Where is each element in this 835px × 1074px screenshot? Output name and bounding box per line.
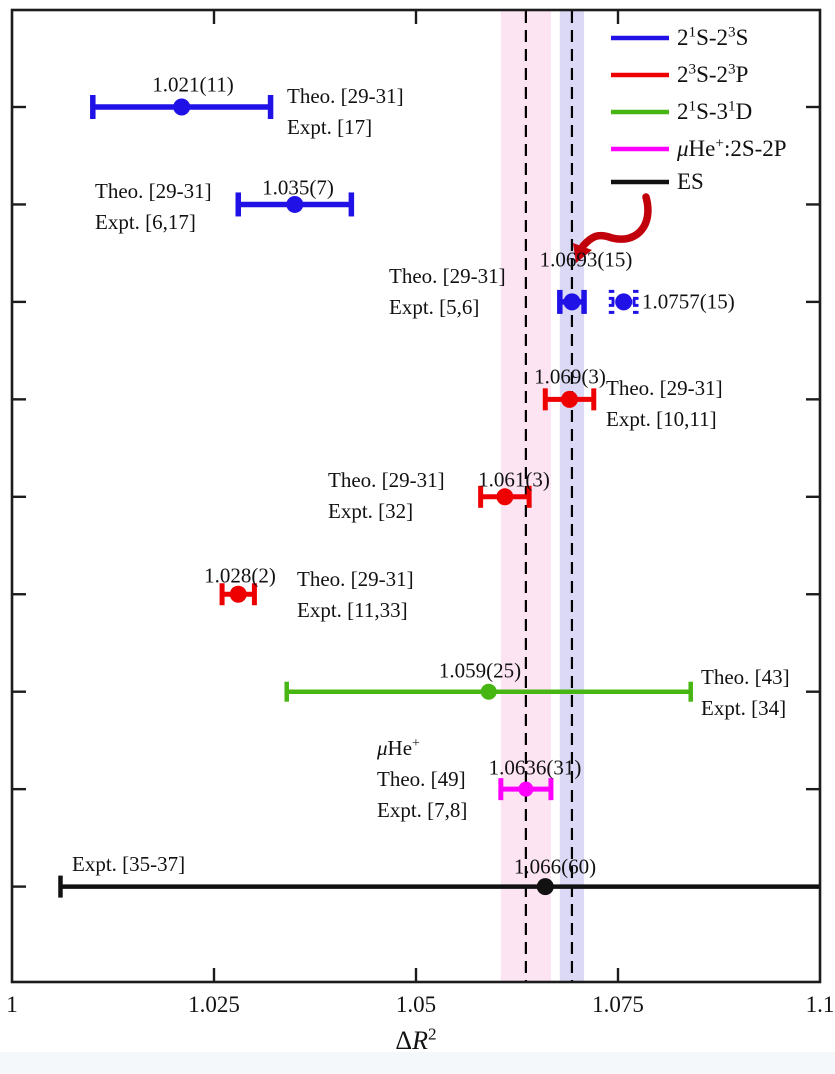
- value-label-2s3-2p3-c: 1.028(2): [204, 563, 276, 588]
- value-label-2s1-2s3-b: 1.035(7): [262, 175, 334, 200]
- value-label-2s1-2s3-a: 1.021(11): [152, 72, 234, 97]
- ref-label-2s3-2p3-c: Theo. [29-31] Expt. [11,33]: [297, 567, 414, 622]
- legend-label-2s1-3d1: $2^1S-3^1D$: [677, 97, 753, 124]
- data-point-muhe-a: [518, 782, 533, 797]
- x-tick-label: 1.025: [188, 992, 240, 1017]
- value-label-2s3-2p3-b: 1.061(3): [478, 467, 550, 492]
- data-point-2s1-2s3-a: [173, 99, 190, 116]
- x-tick-label: 1.05: [395, 992, 437, 1017]
- data-point-2s1-2s3-c: [563, 293, 580, 310]
- ref-label-2s3-2p3-a: Theo. [29-31] Expt. [10,11]: [606, 376, 723, 431]
- ref-label-2s1-2s3-a: Theo. [29-31] Expt. [17]: [287, 84, 404, 139]
- red-arrow-annotation: [583, 197, 648, 246]
- x-axis-label: $\Delta R^2$: [395, 1024, 437, 1055]
- ref-label-muhe-a: μHe+ Theo. [49] Expt. [7,8]: [377, 735, 468, 822]
- data-point-2s1-2s3-d: [615, 293, 632, 310]
- legend-label-muhe-2s2p: μHe+:2S-2P: [677, 134, 787, 161]
- ref-label-es-a: Expt. [35-37]: [72, 852, 186, 876]
- ref-label-2s1-2s3-c: Theo. [29-31] Expt. [5,6]: [389, 264, 506, 319]
- value-label-es-a: 1.066(60): [513, 854, 597, 879]
- x-tick-label: 1: [6, 992, 18, 1017]
- ref-label-2s1-3d1-a: Theo. [43] Expt. [34]: [701, 665, 790, 720]
- value-label-muhe-a: 1.0636(31): [488, 755, 582, 780]
- ref-label-2s1-2s3-b: Theo. [29-31] Expt. [6,17]: [95, 179, 212, 234]
- value-label-2s1-3d1-a: 1.059(25): [438, 658, 522, 683]
- value-label-2s3-2p3-a: 1.069(3): [534, 364, 606, 389]
- data-point-2s3-2p3-a: [561, 391, 578, 408]
- value-label-2s1-2s3-c: 1.0693(15): [539, 247, 633, 272]
- x-tick-label: 1.075: [592, 992, 644, 1017]
- legend-label-2s1-2s3: $2^1S-2^3S$: [677, 23, 749, 50]
- legend-label-2s3-2p3: $2^3S-2^3P$: [677, 60, 749, 87]
- value-label-2s1-2s3-d: 1.0757(15): [642, 289, 735, 314]
- ref-label-2s3-2p3-b: Theo. [29-31] Expt. [32]: [328, 468, 445, 523]
- legend-label-es: ES: [677, 169, 704, 194]
- x-tick-label: 1.1: [805, 992, 835, 1017]
